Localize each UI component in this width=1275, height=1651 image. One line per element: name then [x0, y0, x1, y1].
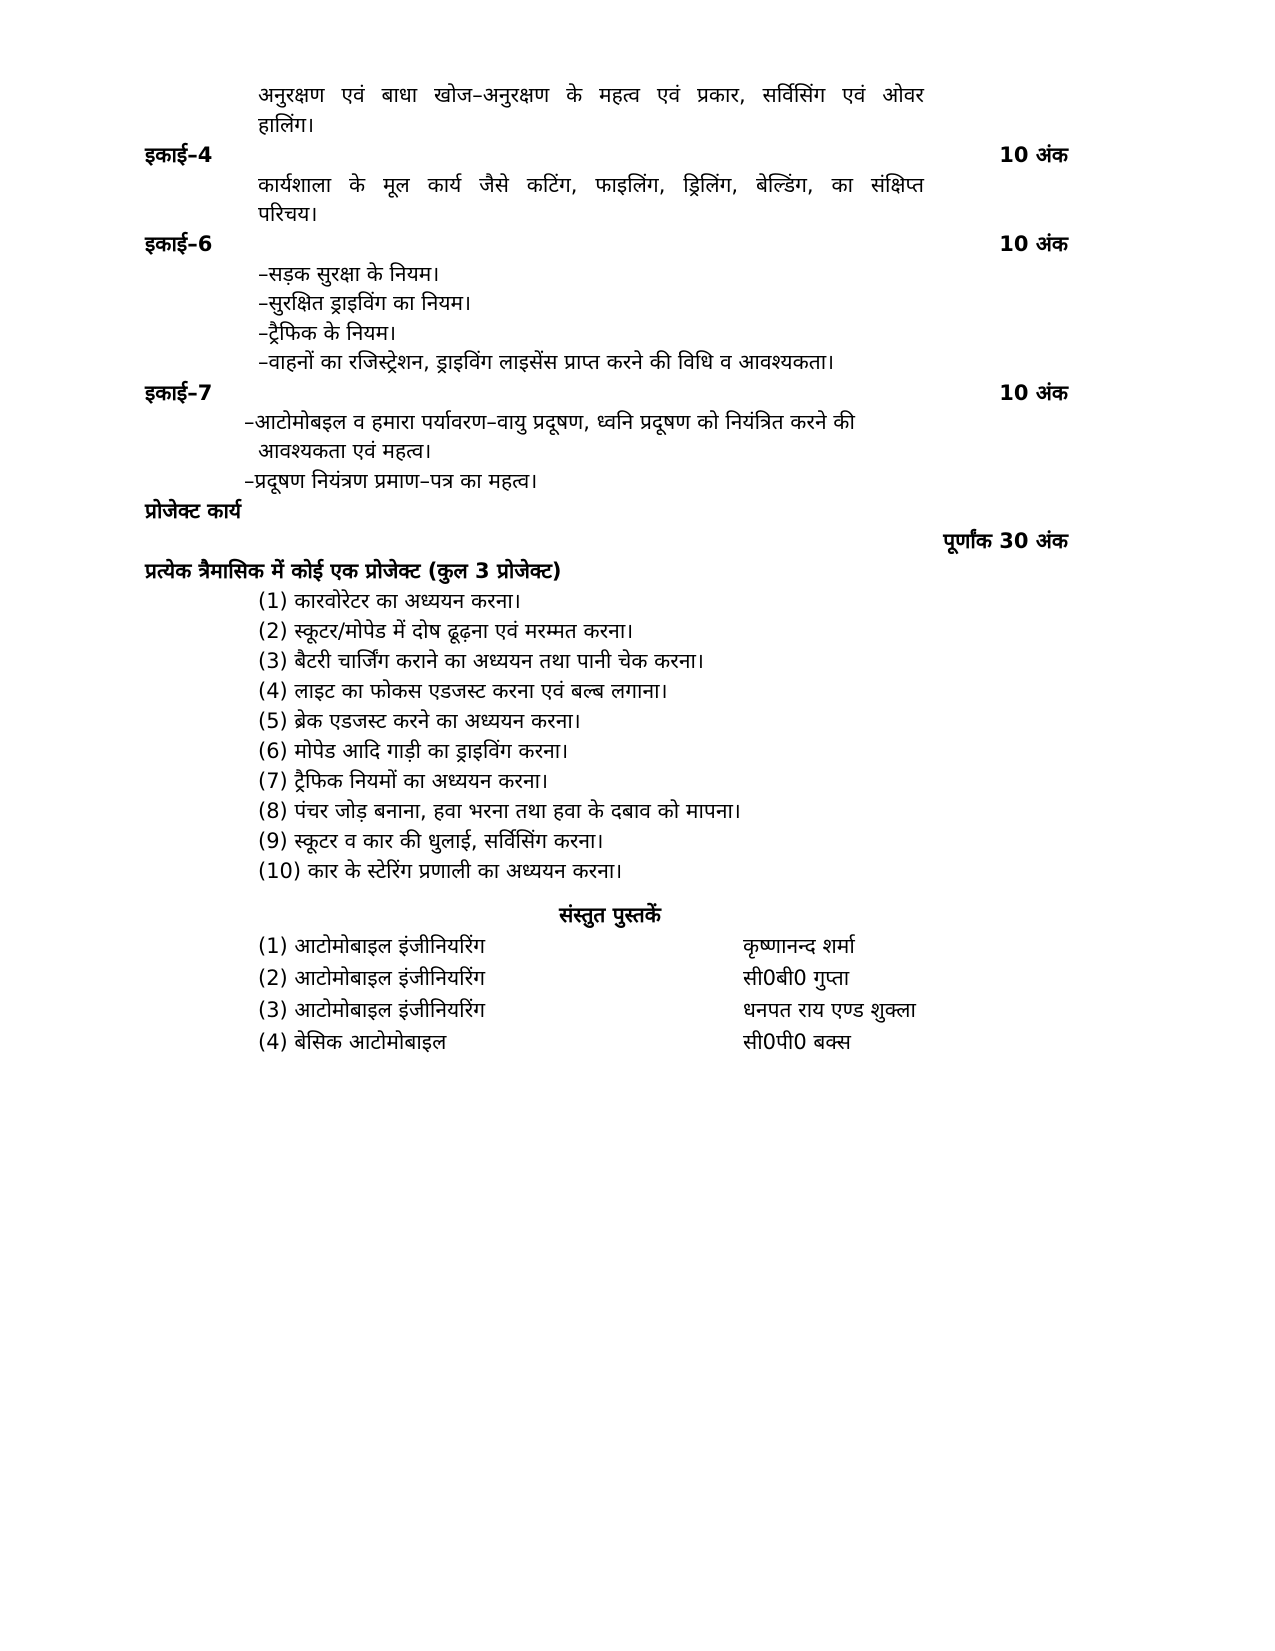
unit-4-line-2: परिचय।	[258, 202, 318, 226]
unit-7-line-3: –प्रदूषण नियंत्रण प्रमाण–पत्र का महत्व।	[244, 469, 538, 493]
book-author: धनपत राय एण्ड शुक्ला	[743, 998, 916, 1022]
project-item: (9) स्कूटर व कार की धुलाई, सर्विसिंग करना।	[258, 829, 604, 853]
unit-6-item: –वाहनों का रजिस्ट्रेशन, ड्राइविंग लाइसेंस प्राप्त करने की विधि व आवश्यकता।	[258, 350, 835, 374]
project-item: (5) ब्रेक एडजस्ट करने का अध्ययन करना।	[258, 709, 581, 733]
unit-6-item: –सुरक्षित ड्राइविंग का नियम।	[258, 291, 472, 315]
project-item: (6) मोपेड आदि गाड़ी का ड्राइविंग करना।	[258, 739, 569, 763]
unit-6-marks: 10 अंक	[999, 232, 1068, 256]
book-title: (1) आटोमोबाइल इंजीनियरिंग	[258, 934, 486, 958]
project-item: (1) कारवोरेटर का अध्ययन करना।	[258, 589, 521, 613]
book-title: (4) बेसिक आटोमोबाइल	[258, 1030, 447, 1054]
project-item: (8) पंचर जोड़ बनाना, हवा भरना तथा हवा के दबाव को मापना।	[258, 799, 741, 823]
unit-6-item: –सड़क सुरक्षा के नियम।	[258, 262, 440, 286]
unit-7-line-1: –आटोमोबइल व हमारा पर्यावरण–वायु प्रदूषण, ध्वनि प्रदूषण को नियंत्रित करने की	[244, 410, 855, 434]
project-total-marks: पूर्णांक 30 अंक	[943, 529, 1068, 553]
project-heading: प्रोजेक्ट कार्य	[145, 499, 242, 523]
intro-line-2: हालिंग।	[258, 113, 315, 137]
unit-4-marks: 10 अंक	[999, 143, 1068, 167]
unit-6-heading: इकाई–6	[145, 232, 213, 256]
book-title: (2) आटोमोबाइल इंजीनियरिंग	[258, 966, 486, 990]
project-item: (10) कार के स्टेरिंग प्रणाली का अध्ययन करना।	[258, 859, 623, 883]
book-author: कृष्णानन्द शर्मा	[743, 934, 855, 958]
project-item: (2) स्कूटर/मोपेड में दोष ढूढ़ना एवं मरम्मत करना।	[258, 619, 634, 643]
project-item: (4) लाइट का फोकस एडजस्ट करना एवं बल्ब लगाना।	[258, 679, 668, 703]
book-author: सी0पी0 बक्स	[743, 1030, 851, 1054]
unit-7-line-2: आवश्यकता एवं महत्व।	[258, 439, 432, 463]
unit-7-marks: 10 अंक	[999, 381, 1068, 405]
project-item: (7) ट्रैफिक नियमों का अध्ययन करना।	[258, 769, 549, 793]
book-author: सी0बी0 गुप्ता	[743, 966, 850, 990]
project-item: (3) बैटरी चार्जिंग कराने का अध्ययन तथा पानी चेक करना।	[258, 649, 704, 673]
book-title: (3) आटोमोबाइल इंजीनियरिंग	[258, 998, 486, 1022]
intro-line-1: अनुरक्षण एवं बाधा खोज–अनुरक्षण के महत्व एवं प्रकार, सर्विसिंग एवं ओवर	[258, 83, 924, 107]
books-heading: संस्तुत पुस्तकें	[559, 903, 661, 927]
unit-4-line-1: कार्यशाला के मूल कार्य जैसे कटिंग, फाइलिंग, ड्रिलिंग, बेल्डिंग, का संक्षिप्त	[258, 173, 924, 197]
project-subheading: प्रत्येक त्रैमासिक में कोई एक प्रोजेक्ट (कुल 3 प्रोजेक्ट)	[145, 559, 562, 583]
unit-4-heading: इकाई–4	[145, 143, 213, 167]
unit-6-item: –ट्रैफिक के नियम।	[258, 321, 397, 345]
unit-7-heading: इकाई–7	[145, 381, 213, 405]
